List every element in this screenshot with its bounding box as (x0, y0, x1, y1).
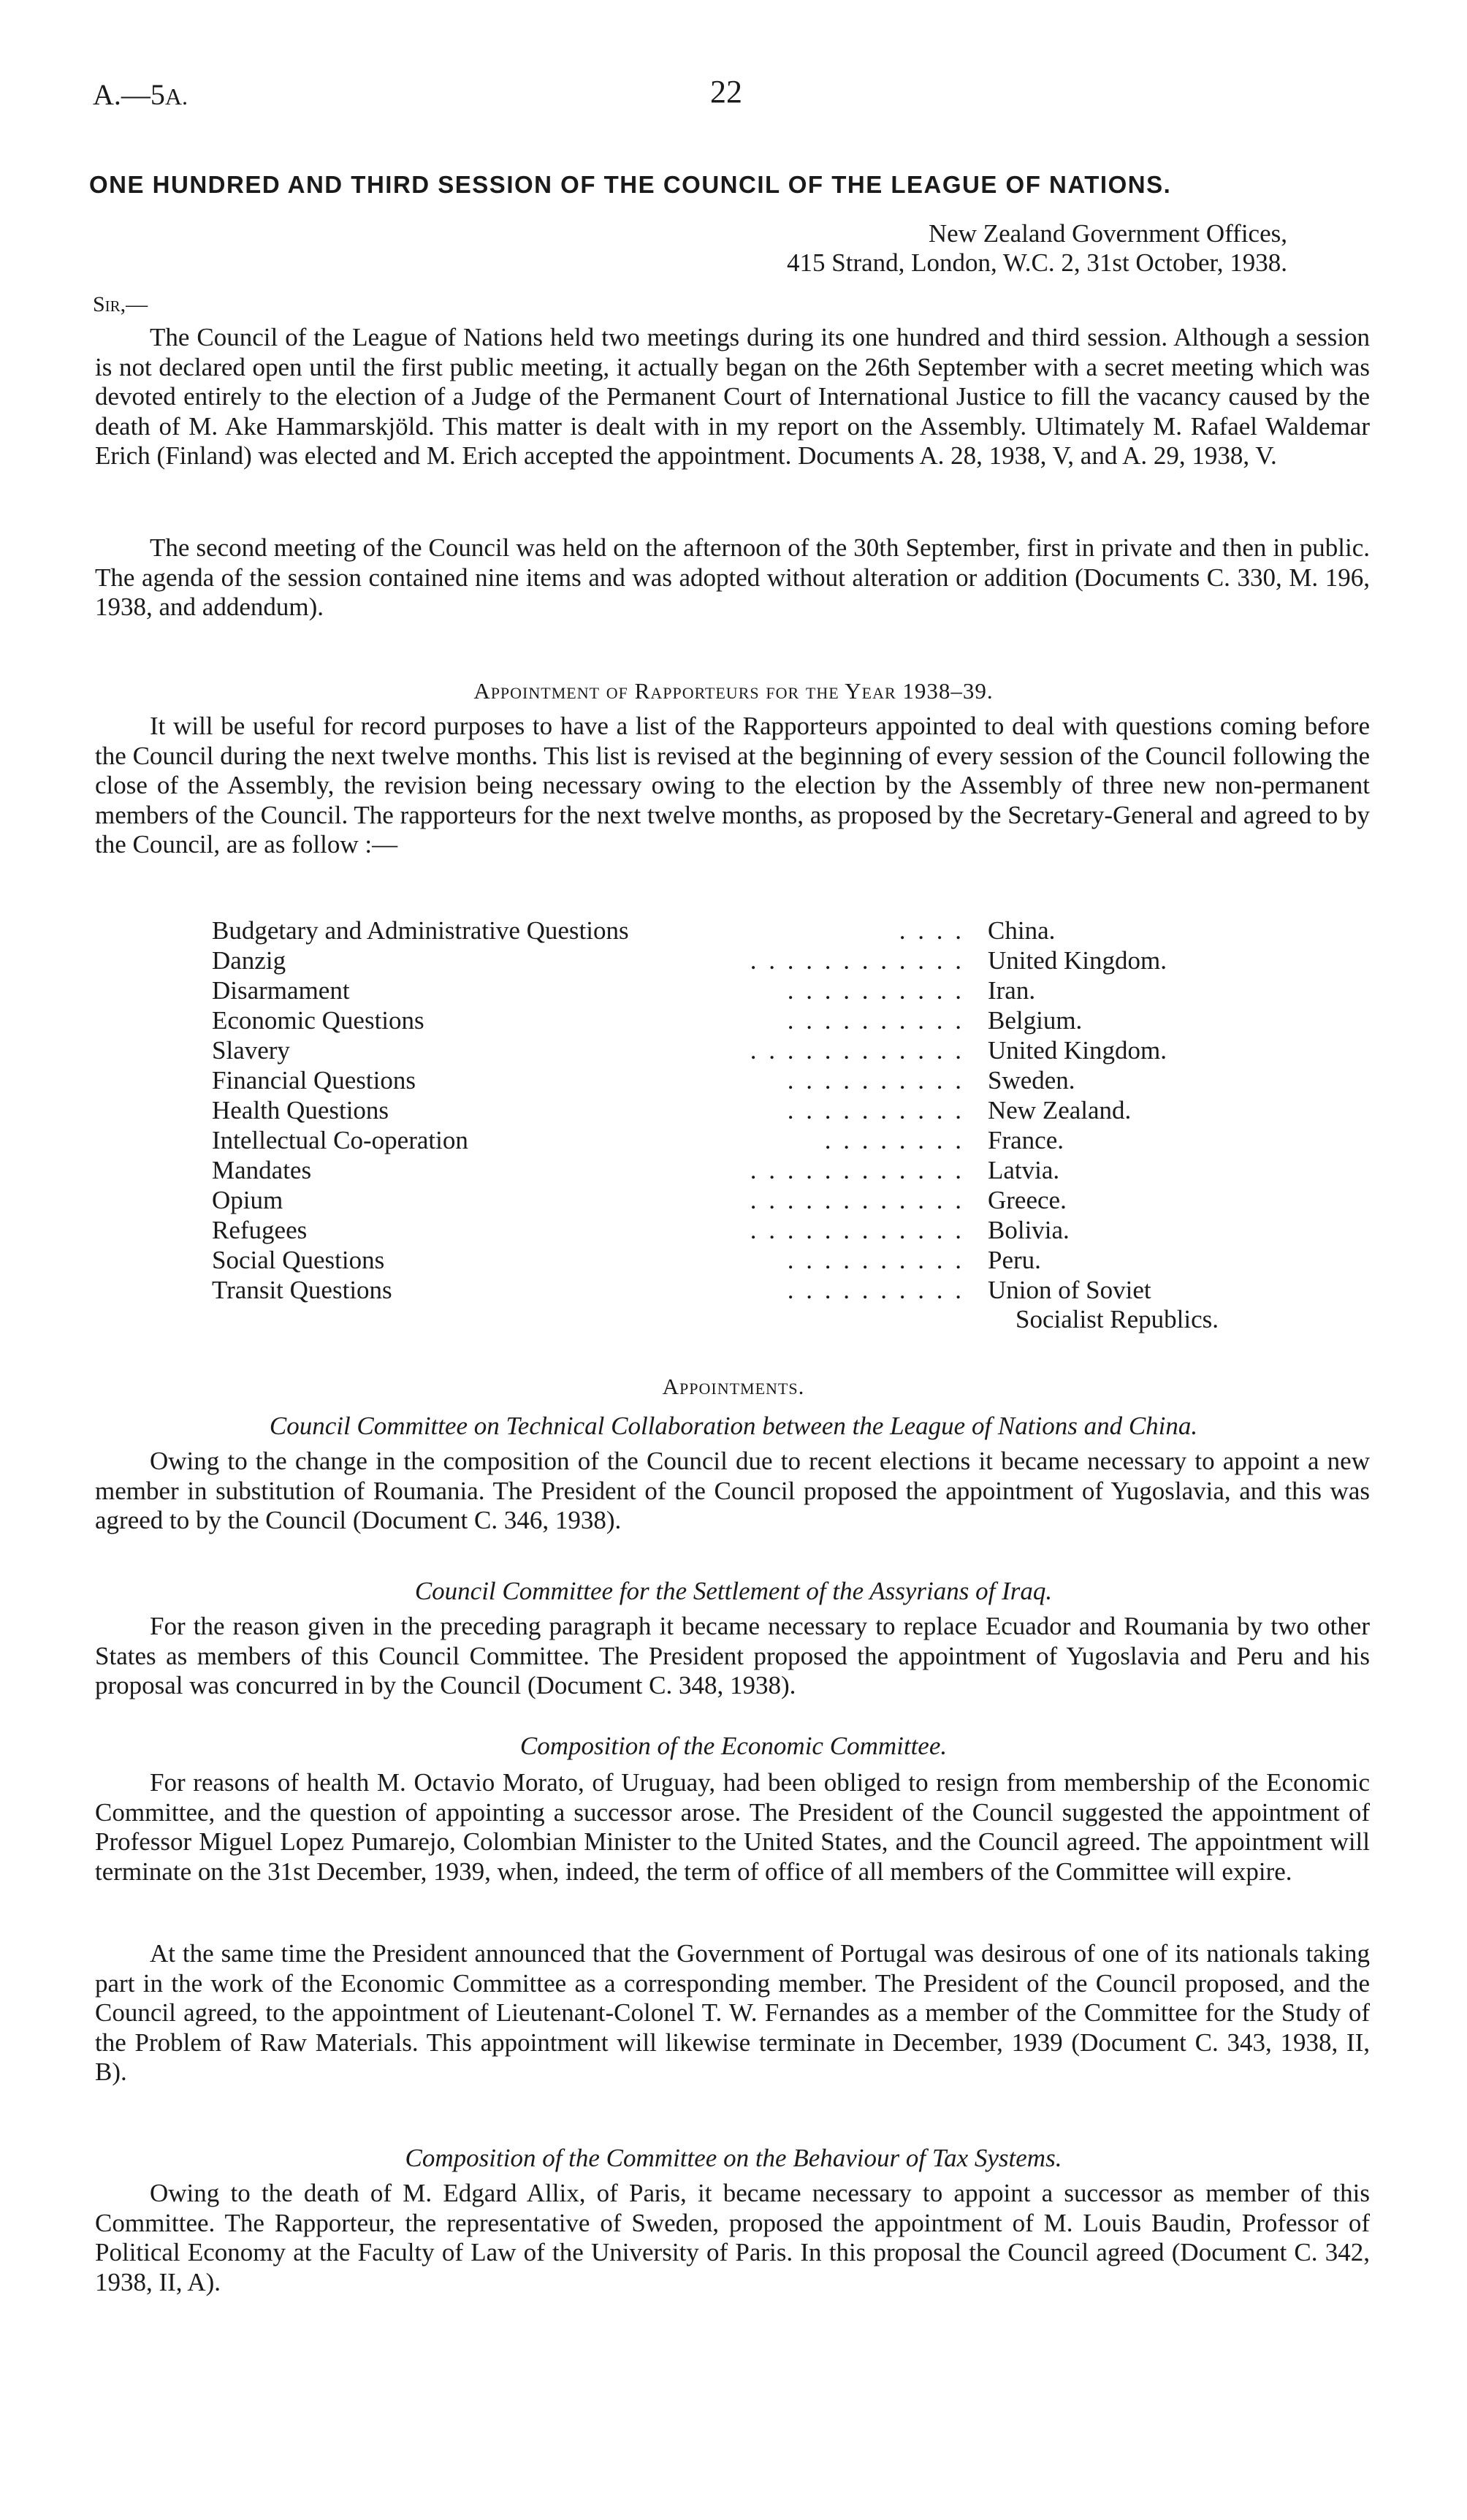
list-item (212, 1066, 1381, 1095)
document-code-prefix: A.—5 (93, 78, 165, 111)
rapporteur-country: China. (988, 916, 1056, 945)
list-item (212, 1156, 1381, 1185)
list-item (212, 1276, 1381, 1336)
leader-dots: . . . . (899, 916, 964, 945)
list-item (212, 1036, 1381, 1065)
rapporteur-country: United Kingdom. (988, 1036, 1167, 1065)
rapporteur-subject: Transit Questions (212, 1276, 392, 1304)
paragraph-rapporteurs-intro: It will be useful for record purposes to have a list of the Rapporteurs appointed to deal with questions coming before the Council during the next twelve months. This list is revised at the beginning of every session of the Council following the close of the Assembly, the revision being necessary owing to the election by the Assembly of three new non-permanent members of the Council. The rapporteurs for the next twelve months, as proposed by the Secretary-General and agreed to by the Council, are as follow :— (95, 712, 1370, 859)
rapporteur-subject: Economic Questions (212, 1006, 424, 1035)
list-item (212, 1216, 1381, 1245)
page-number: 22 (710, 74, 742, 110)
rapporteur-country: New Zealand. (988, 1096, 1132, 1124)
rapporteur-subject: Opium (212, 1186, 283, 1214)
rapporteur-country: United Kingdom. (988, 946, 1167, 975)
paragraph-economic-committee: For reasons of health M. Octavio Morato, of Uruguay, had been obliged to resign from membership of the Economic Committee, and the question of appointing a successor arose. The President of the Council suggested the appointment of Professor Miguel Lopez Pumarejo, Colombian Minister to the United States, and the Council agreed. The appointment will terminate on the 31st December, 1939, when, indeed, the term of office of all members of the Committee will expire. (95, 1768, 1370, 1886)
rapporteur-country: Belgium. (988, 1006, 1083, 1035)
heading-assyrians-committee: Council Committee for the Settlement of the Assyrians of Iraq. (414, 1577, 1053, 1605)
heading-tax-committee: Composition of the Committee on the Behaviour of Tax Systems. (405, 2144, 1062, 2172)
rapporteur-country: France. (988, 1126, 1064, 1154)
list-item (212, 1126, 1381, 1155)
rapporteur-country: Sweden. (988, 1066, 1075, 1095)
heading-economic-committee: Composition of the Economic Committee. (519, 1732, 948, 1760)
leader-dots: . . . . . . . . (824, 1126, 964, 1154)
heading-rapporteurs: Appointment of Rapporteurs for the Year 1938–39. (473, 678, 994, 704)
rapporteur-country: Bolivia. (988, 1216, 1070, 1244)
leader-dots: . . . . . . . . . . (787, 1096, 964, 1124)
list-item (212, 1246, 1381, 1275)
leader-dots: . . . . . . . . . . . . (750, 946, 964, 975)
rapporteur-subject: Disarmament (212, 976, 350, 1005)
leader-dots: . . . . . . . . . . . . (750, 1156, 964, 1184)
rapporteur-country-continued: Socialist Republics. (1016, 1305, 1219, 1333)
leader-dots: . . . . . . . . . . (787, 1066, 964, 1095)
rapporteur-subject: Refugees (212, 1216, 308, 1244)
paragraph-china-committee: Owing to the change in the composition of the Council due to recent elections it became necessary to appoint a new member in substitution of Roumania. The President of the Council proposed the appointment of Yugoslavia, and this was agreed to by the Council (Document C. 346, 1938). (95, 1447, 1370, 1534)
leader-dots: . . . . . . . . . . (787, 976, 964, 1005)
rapporteur-country: Greece. (988, 1186, 1067, 1214)
leader-dots: . . . . . . . . . . (787, 1006, 964, 1035)
salutation: Sir,— (93, 292, 148, 316)
list-item (212, 946, 1381, 975)
leader-dots: . . . . . . . . . . . . (750, 1186, 964, 1214)
rapporteur-country: Latvia. (988, 1156, 1060, 1184)
rapporteur-subject: Financial Questions (212, 1066, 416, 1095)
list-item (212, 1186, 1381, 1215)
document-code (93, 77, 188, 112)
list-item (212, 1006, 1381, 1035)
rapporteur-subject: Budgetary and Administrative Questions (212, 916, 629, 945)
session-title: ONE HUNDRED AND THIRD SESSION OF THE COUNCIL OF THE LEAGUE OF NATIONS. (89, 171, 1172, 198)
heading-appointments: Appointments. (662, 1374, 805, 1399)
rapporteur-subject: Mandates (212, 1156, 312, 1184)
rapporteur-subject: Intellectual Co-operation (212, 1126, 468, 1154)
rapporteur-country: Union of Soviet (988, 1276, 1151, 1304)
address-line-1: New Zealand Government Offices, (928, 219, 1287, 248)
list-item (212, 916, 1381, 945)
paragraph-session-opening: The Council of the League of Nations held two meetings during its one hundred and third session. Although a session is not declared open until the first public meeting, it actually began on the 26th September with a secret meeting which was devoted entirely to the election of a Judge of the Permanent Court of International Justice to fill the vacancy caused by the death of M. Ake Hammarskjöld. This matter is dealt with in my report on the Assembly. Ultimately M. Rafael Waldemar Erich (Finland) was elected and M. Erich accepted the appointment. Documents A. 28, 1938, V, and A. 29, 1938, V. (95, 323, 1370, 470)
paragraph-tax-committee: Owing to the death of M. Edgard Allix, of Paris, it became necessary to appoint a successor as member of this Committee. The Rapporteur, the representative of Sweden, proposed the appointment of M. Louis Baudin, Professor of Political Economy at the Faculty of Law of the University of Paris. In this proposal the Council agreed (Document C. 342, 1938, II, A). (95, 2179, 1370, 2296)
rapporteur-country: Iran. (988, 976, 1036, 1005)
leader-dots: . . . . . . . . . . . . (750, 1216, 964, 1244)
leader-dots: . . . . . . . . . . (787, 1276, 964, 1304)
rapporteur-subject: Danzig (212, 946, 286, 975)
paragraph-assyrians-committee: For the reason given in the preceding paragraph it became necessary to replace Ecuador and Roumania by two other States as members of this Council Committee. The President proposed the appointment of Yugoslavia and Peru and his proposal was concurred in by the Council (Document C. 348, 1938). (95, 1612, 1370, 1699)
list-item (212, 976, 1381, 1005)
rapporteur-subject: Social Questions (212, 1246, 385, 1274)
paragraph-second-meeting: The second meeting of the Council was held on the afternoon of the 30th September, first in private and then in public. The agenda of the session contained nine items and was adopted without alteration or addition (Documents C. 330, M. 196, 1938, and addendum). (95, 533, 1370, 621)
rapporteur-country: Peru. (988, 1246, 1041, 1274)
address-line-2: 415 Strand, London, W.C. 2, 31st October, 1938. (787, 248, 1287, 277)
paragraph-portugal-member: At the same time the President announced that the Government of Portugal was desirous of one of its nationals taking part in the work of the Economic Committee as a corresponding member. The President of the Council proposed, and the Council agreed, to the appointment of Lieutenant-Colonel T. W. Fernandes as a member of the Committee for the Study of the Problem of Raw Materials. This appointment will likewise terminate in December, 1939 (Document C. 343, 1938, II, B). (95, 1939, 1370, 2086)
document-code-suffix: A. (164, 83, 188, 110)
rapporteur-subject: Slavery (212, 1036, 290, 1065)
heading-china-committee: Council Committee on Technical Collaboration between the League of Nations and China. (269, 1412, 1198, 1440)
leader-dots: . . . . . . . . . . (787, 1246, 964, 1274)
list-item (212, 1096, 1381, 1125)
leader-dots: . . . . . . . . . . . . (750, 1036, 964, 1065)
rapporteur-subject: Health Questions (212, 1096, 389, 1124)
